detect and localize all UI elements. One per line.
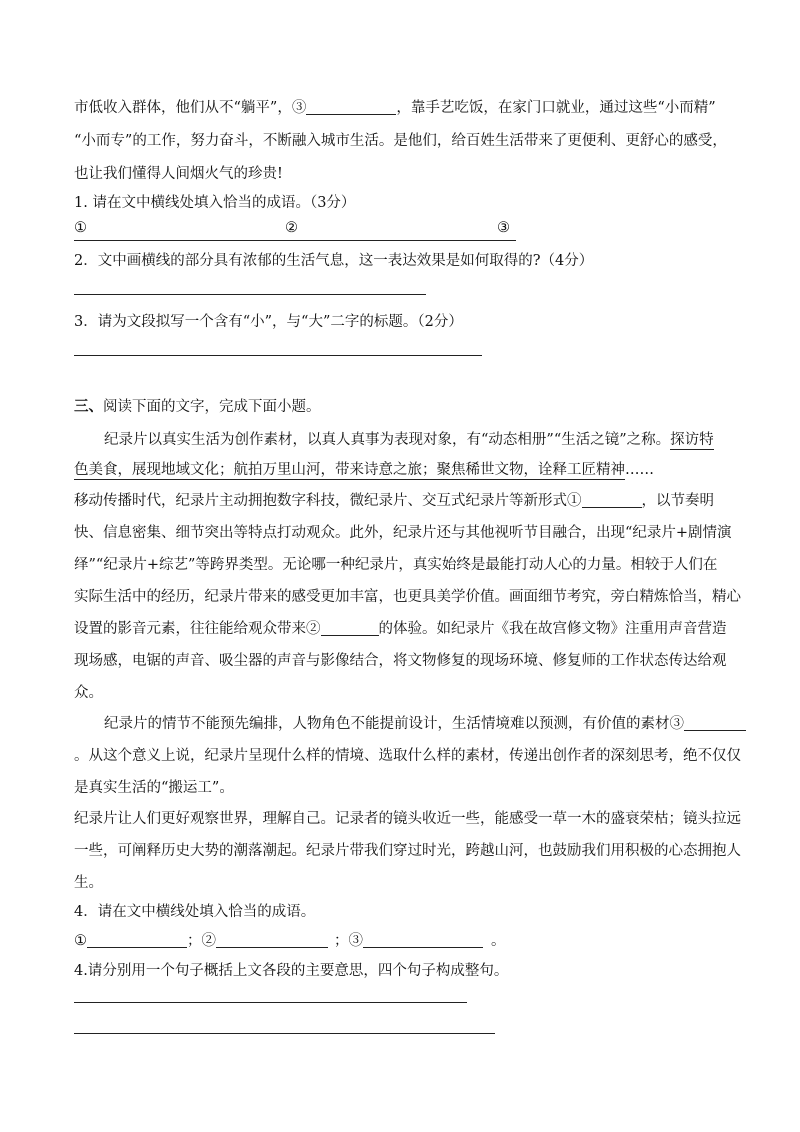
passage2-text: 纪录片以真实生活为创作素材，以真人真事为表现对象，有“动态相册”“生活之镜”之称。 [104, 432, 671, 448]
question-1-answer-row[interactable] [74, 218, 516, 241]
answer-blank-2[interactable] [216, 931, 328, 948]
underlined-phrase: 探访特 [670, 432, 714, 448]
blank-3b[interactable] [684, 714, 746, 731]
blank-3[interactable] [306, 98, 396, 115]
answer-marker-2: ；② [187, 933, 216, 949]
passage2-line9: 众。 [74, 685, 103, 701]
passage3-text: 纪录片的情节不能预先编排，人物角色不能提前设计，生活情境难以预测，有价值的素材③ [104, 716, 684, 732]
question-4: 4．请在文中横线处填入恰当的成语。 [74, 904, 316, 920]
answer-line-q5-1[interactable] [74, 1002, 467, 1003]
passage2-text: 设置的影音元素，往往能给观众带来② [74, 621, 321, 637]
section-title: 阅读下面的文字，完成下面小题。 [103, 399, 321, 415]
passage3-line2: 。从这个意义上说，纪录片呈现什么样的情境、选取什么样的素材，传递出创作者的深刻思考，绝不仅仅 [74, 748, 741, 764]
passage2-line4: 快、信息密集、细节突出等特点打动观众。此外，纪录片还与其他视听节目融合，出现“纪录片+剧情演 [74, 525, 732, 541]
answer-line-q5-2[interactable] [74, 1033, 495, 1034]
answer-marker-3: ；③ [334, 933, 363, 949]
blank-1[interactable] [582, 491, 642, 508]
underlined-phrase: 色美食，展现地域文化；航拍万里山河，带来诗意之旅；聚焦稀世文物，诠释工匠精神 [74, 462, 625, 478]
answer-marker-2: ② [285, 220, 298, 236]
passage1-line3: 也让我们懂得人间烟火气的珍贵! [74, 166, 283, 182]
passage2-line2 [74, 459, 728, 481]
passage1-text: ，靠手艺吃饭，在家门口就业，通过这些“小而精” [396, 100, 716, 116]
question-5: 4.请分别用一个句子概括上文各段的主要意思，四个句子构成整句。 [74, 963, 509, 979]
passage2-text: 的体验。如纪录片《我在故宫修文物》注重用声音营造 [378, 621, 727, 637]
answer-line-q2[interactable] [74, 294, 426, 295]
passage1-line1 [74, 97, 728, 119]
passage4-line3: 生。 [74, 875, 103, 891]
answer-marker-3: ③ [497, 220, 510, 236]
section-number: 三、 [74, 398, 103, 415]
passage3-line3: 是真实生活的“搬运工”。 [74, 780, 234, 796]
answer-end-mark: 。 [491, 933, 506, 949]
passage2-line8: 现场感，电锯的声音、吸尘器的声音与影像结合，将文物修复的现场环境、修复师的工作状态传达给观 [74, 653, 727, 669]
passage2-line5: 绎”“纪录片+综艺”等跨界类型。无论哪一种纪录片，真实始终是最能打动人心的力量。相较于人们在 [74, 557, 718, 573]
blank-2[interactable] [321, 619, 379, 636]
answer-blank-3[interactable] [363, 931, 483, 948]
question-1: 1. 请在文中横线处填入恰当的成语。（3分） [74, 195, 356, 211]
passage2-text: ，以节奏明 [641, 493, 714, 509]
answer-marker-1: ① [74, 220, 87, 236]
question-2: 2．文中画横线的部分具有浓郁的生活气息，这一表达效果是如何取得的?（4分） [74, 253, 594, 269]
passage1-line2: “小而专”的工作，努力奋斗，不断融入城市生活。是他们，给百姓生活带来了更便利、更舒心的感受， [74, 133, 727, 149]
answer-marker-1: ① [74, 933, 87, 949]
passage3-line1 [104, 713, 728, 735]
passage2-text: 移动传播时代，纪录片主动拥抱数字科技，微纪录片、交互式纪录片等新形式① [74, 493, 582, 509]
passage2-line3 [74, 490, 728, 512]
answer-line-q3[interactable] [74, 355, 482, 356]
passage4-line1: 纪录片让人们更好观察世界，理解自己。记录者的镜头收近一些，能感受一草一木的盛衰荣枯；镜头拉远 [74, 811, 741, 827]
passage4-line2: 一些，可阐释历史大势的潮落潮起。纪录片带我们穿过时光，跨越山河，也鼓励我们用积极的心态拥抱人 [74, 843, 741, 859]
passage1-text: 市低收入群体，他们从不“躺平”，③ [74, 100, 307, 116]
section-3-heading [74, 396, 728, 418]
passage2-line6: 实际生活中的经历，纪录片带来的感受更加丰富，也更具美学价值。画面细节考究，旁白精炼恰当，精心 [74, 589, 741, 605]
passage2-text: …… [625, 462, 654, 478]
passage2-line7 [74, 618, 728, 640]
passage2-line1 [104, 429, 728, 451]
answer-blank-1[interactable] [87, 931, 187, 948]
question-4-answer-row [74, 930, 728, 952]
question-3: 3．请为文段拟写一个含有“小”，与“大”二字的标题。（2分） [74, 314, 463, 330]
